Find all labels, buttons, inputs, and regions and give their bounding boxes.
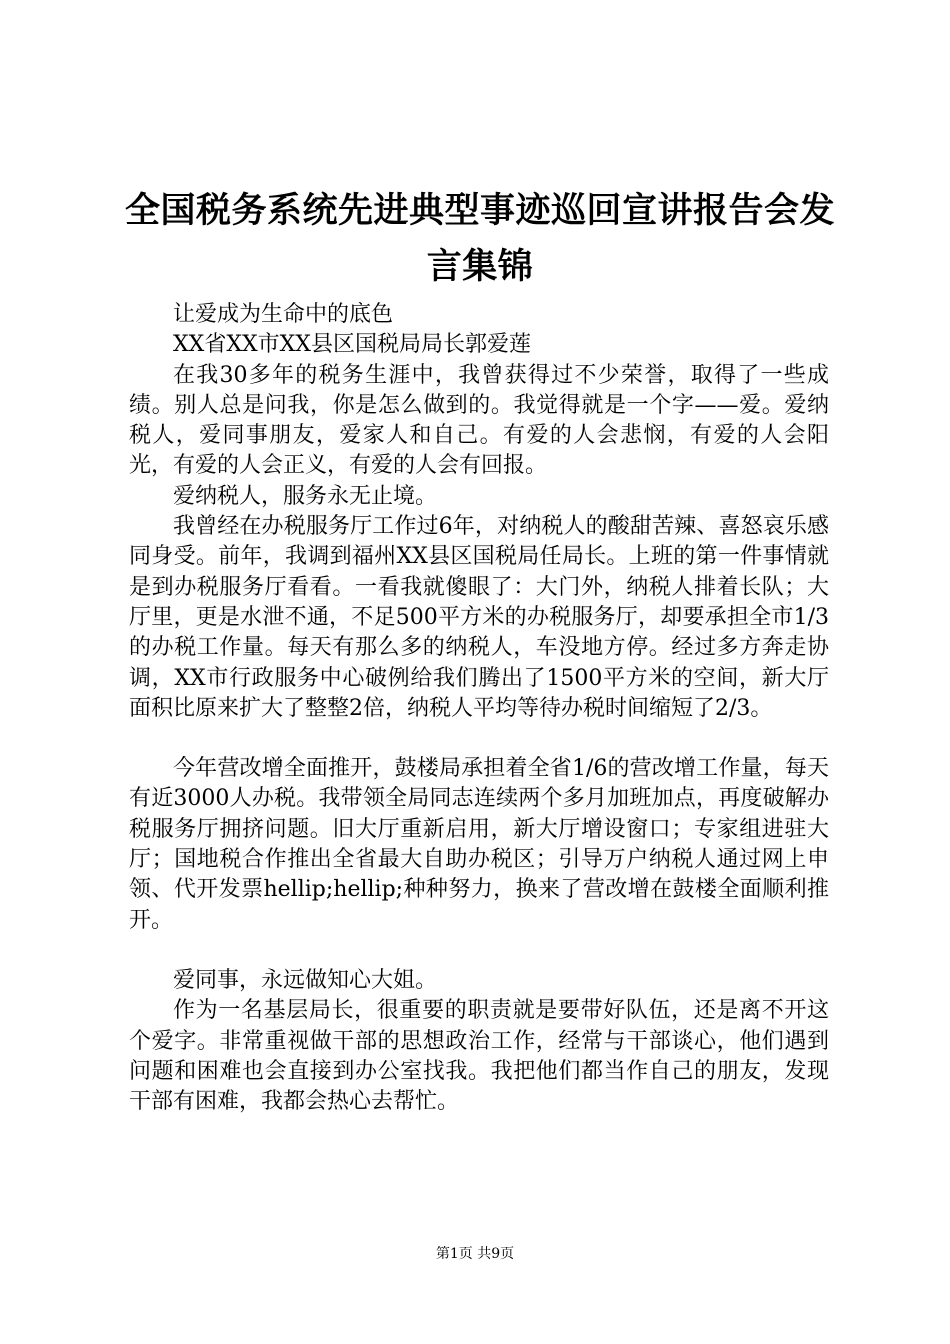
body-paragraph: 作为一名基层局长，很重要的职责就是要带好队伍，还是离不开这个爱字。非常重视做干部的思想政治工作，经常与干部谈心，他们遇到问题和困难也会直接到办公室找我。我把他们都当作自己的朋友，发现干部有困难，我都会热心去帮忙。 xyxy=(129,998,829,1115)
speech-title: 让爱成为生命中的底色 xyxy=(173,302,394,327)
section-heading: 爱纳税人，服务永无止境。 xyxy=(173,483,438,509)
document-title: 全国税务系统先进典型事迹巡回宣讲报告会发言集锦 xyxy=(124,190,835,287)
speaker-line: XX省XX市XX县区国税局局长郭爱莲 xyxy=(173,332,531,358)
page-number-footer: 第1页 共9页 xyxy=(435,1246,515,1262)
body-paragraph: 我曾经在办税服务厅工作过6年，对纳税人的酸甜苦辣、喜怒哀乐感同身受。前年，我调到福州XX县区国税局任局长。上班的第一件事情就是到办税服务厅看看。一看我就傻眼了：大门外，纳税人排着长队；大厅里，更是水泄不通，不足500平方米的办税服务厅，却要承担全市1/3的办税工作量。每天有那么多的纳税人，车没地方停。经过多方奔走协调，XX市行政服务中心破例给我们腾出了1500平方米的空间，新大厅面积比原来扩大了整整2倍，纳税人平均等待办税时间缩短了2/3。 xyxy=(129,514,829,721)
document-body xyxy=(129,300,829,1117)
body-paragraph: 在我30多年的税务生涯中，我曾获得过不少荣誉，取得了一些成绩。别人总是问我，你是怎么做到的。我觉得就是一个字——爱。爱纳税人，爱同事朋友，爱家人和自己。有爱的人会悲悯，有爱的人会阳光，有爱的人会正义，有爱的人会有回报。 xyxy=(129,362,829,479)
body-paragraph: 今年营改增全面推开，鼓楼局承担着全省1/6的营改增工作量，每天有近3000人办税。我带领全局同志连续两个多月加班加点，再度破解办税服务厅拥挤问题。旧大厅重新启用，新大厅增设窗口；专家组进驻大厅；国地税合作推出全省最大自助办税区；引导万户纳税人通过网上申领、代开发票hellip;hellip;种种努力，换来了营改增在鼓楼全面顺利推开。 xyxy=(129,756,829,933)
section-heading: 爱同事，永远做知心大姐。 xyxy=(173,967,438,993)
